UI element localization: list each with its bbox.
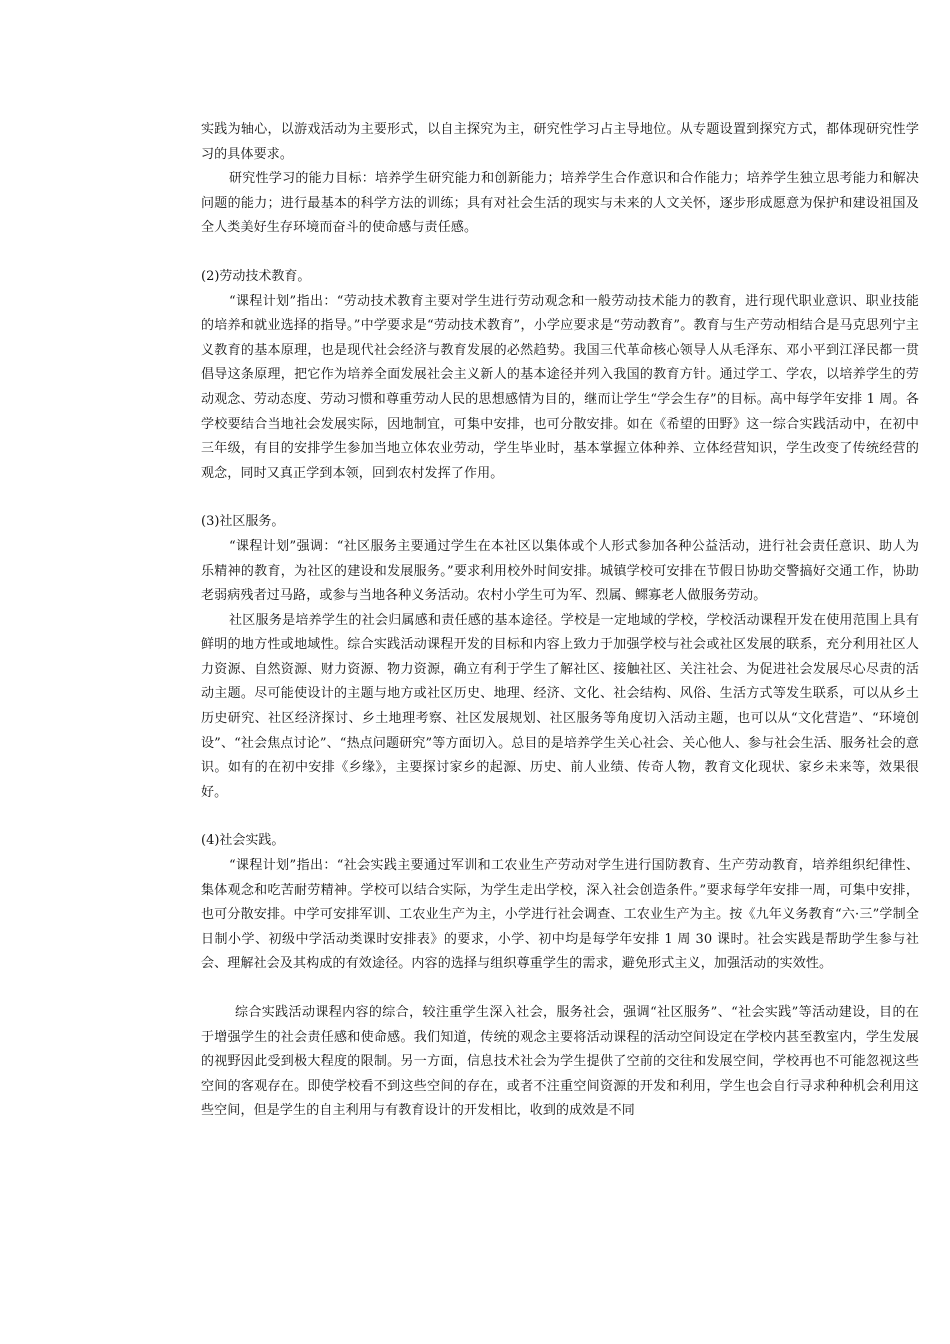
section-spacer <box>201 977 919 1001</box>
body-paragraph: “课程计划”指出：“劳动技术教育主要对学生进行劳动观念和一般劳动技术能力的教育，进行现代职业意识、职业技能的培养和就业选择的指导。”中学要求是“劳动技术教育”，小学应要求是“劳动教育”。教育与生产劳动相结合是马克思列宁主义教育的基本原理，也是现代社会经济与教育发展的必然趋势。我国三代革命核心领导人从毛泽东、邓小平到江泽民都一贯倡导这条原理，把它作为培养全面发展社会主义新人的基本途径并列入我国的教育方针。通过学工、学农，以培养学生的劳动观念、劳动态度、劳动习惯和尊重劳动人民的思想感情为目的，继而让学生“学会生存”的目标。高中每学年安排 1 周。各学校要结合当地社会发展实际，因地制宜，可集中安排，也可分散安排。如在《希望的田野》这一综合实践活动中，在初中三年级，有目的安排学生参加当地立体农业劳动，学生毕业时，基本掌握立体种养、立体经营知识，学生改变了传统经营的观念，同时又真正学到本领，回到农村发挥了作用。 <box>201 293 919 481</box>
section-heading: (3)社区服务。 <box>201 514 285 530</box>
section-heading: (4)社会实践。 <box>201 833 285 849</box>
body-paragraph: 综合实践活动课程内容的综合，较注重学生深入社会，服务社会，强调“社区服务”、“社会实践”等活动建设，目的在于增强学生的社会责任感和使命感。我们知道，传统的观念主要将活动课程的活动空间设定在学校内甚至教室内，学生发展的视野因此受到极大程度的限制。另一方面，信息技术社会为学生提供了空前的交往和发展空间，学校再也不可能忽视这些空间的客观存在。即使学校看不到这些空间的存在，或者不注重空间资源的开发和利用，学生也会自行寻求种种机会利用这些空间，但是学生的自主利用与有教育设计的开发相比，收到的成效是不同 <box>201 1005 919 1119</box>
body-paragraph: 实践为轴心，以游戏活动为主要形式，以自主探究为主，研究性学习占主导地位。从专题设置到探究方式，都体现研究性学习的具体要求。 <box>201 122 919 162</box>
body-paragraph: “课程计划”强调：“社区服务主要通过学生在本社区以集体或个人形式参加各种公益活动，进行社会责任意识、助人为乐精神的教育，为社区的建设和发展服务。”要求利用校外时间安排。城镇学校可安排在节假日协助交警搞好交通工作，协助老弱病残者过马路，或参与当地各种义务活动。农村小学生可为军、烈属、鳏寡老人做服务劳动。 <box>201 538 919 604</box>
section-spacer <box>201 486 919 510</box>
body-paragraph: 社区服务是培养学生的社会归属感和责任感的基本途径。学校是一定地域的学校，学校活动课程开发在使用范围上具有鲜明的地方性或地域性。综合实践活动课程开发的目标和内容上致力于加强学校与社会或社区发展的联系，充分利用社区人力资源、自然资源、财力资源、物力资源，确立有利于学生了解社区、接触社区、关注社会、为促进社会发展尽心尽责的活动主题。尽可能使设计的主题与地方或社区历史、地理、经济、文化、社会结构、风俗、生活方式等发生联系，可以从乡土历史研究、社区经济探讨、乡土地理考察、社区发展规划、社区服务等角度切入活动主题，也可以从“文化营造”、“环境创设”、“社会焦点讨论”、“热点问题研究”等方面切入。总目的是培养学生关心社会、关心他人、参与社会生活、服务社会的意识。如有的在初中安排《乡缘》，主要探讨家乡的起源、历史、前人业绩、传奇人物，教育文化现状、家乡未来等，效果很好。 <box>201 612 919 800</box>
body-paragraph: 研究性学习的能力目标：培养学生研究能力和创新能力；培养学生合作意识和合作能力；培养学生独立思考能力和解决问题的能力；进行最基本的科学方法的训练；具有对社会生活的现实与未来的人文关怀，逐步形成愿意为保护和建设祖国及全人类美好生存环境而奋斗的使命感与责任感。 <box>201 171 919 236</box>
body-paragraph: “课程计划”指出：“社会实践主要通过军训和工农业生产劳动对学生进行国防教育、生产劳动教育，培养组织纪律性、集体观念和吃苦耐劳精神。学校可以结合实际，为学生走出学校，深入社会创造条件。”要求每学年安排一周，可集中安排，也可分散安排。中学可安排军训、工农业生产为主，小学进行社会调查、工农业生产为主。按《九年义务教育“六·三”学制全日制小学、初级中学活动类课时安排表》的要求，小学、初中均是每学年安排 1 周 30 课时。社会实践是帮助学生参与社会、理解社会及其构成的有效途径。内容的选择与组织尊重学生的需求，避免形式主义，加强活动的实效性。 <box>201 858 919 972</box>
document-page <box>201 118 919 1124</box>
section-spacer <box>201 241 919 265</box>
section-heading: (2)劳动技术教育。 <box>201 268 311 284</box>
section-spacer <box>201 805 919 829</box>
